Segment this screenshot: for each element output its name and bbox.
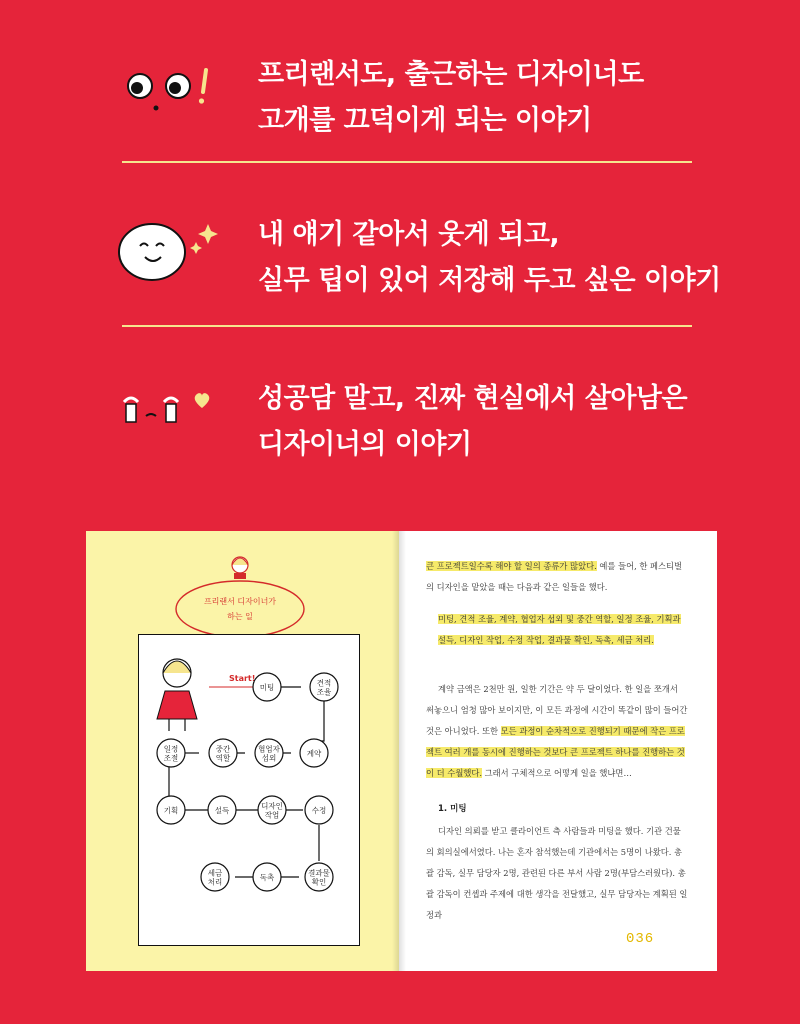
wide-eyes-icon [118,62,218,122]
start-label: Start! [229,674,256,683]
flow-node-label: 계약 [306,749,322,758]
flow-node-label: 세금 [207,868,223,878]
flow-node-label: 독촉 [259,873,275,882]
paragraph-4 [426,821,688,926]
divider [122,325,692,327]
flow-node-label: 처리 [207,877,223,887]
feature-line: 내 얘기 같아서 웃게 되고, [258,219,560,250]
body-text: 디자인 의뢰를 받고 클라이언트 측 사람들과 미팅을 했다. 기관 건물의 회의실에서였다. 나는 혼자 참석했는데 기관에서는 5명이 나왔다. 총괄 감독, 실무 담당자 2명, 관련된 다른 부서 사람 2명(부담스러웠다). 총괄 감독이 컨셉과 주제에 대한 생각을 전달했고, 실무 담당자는 계획된 일정과 [426,826,688,920]
bubble-title-line: 프리랜서 디자이너가 [203,597,277,606]
divider [122,161,692,163]
flow-node-label: 견적 [316,678,332,688]
feature-row-2 [0,212,800,312]
feature-text-3 [258,376,687,468]
flow-node-label: 수정 [311,806,327,815]
flow-node-label: 일정 [163,744,179,754]
feature-line: 디자이너의 이야기 [258,429,472,460]
body-text: 그래서 구체적으로 어떻게 일을 했냐면… [482,768,632,778]
paragraph-3 [426,679,688,784]
workflow-drawing [139,635,361,947]
feature-row-3 [0,376,800,476]
crying-face-icon [116,382,220,432]
feature-line: 성공담 말고, 진짜 현실에서 살아남은 [258,383,688,414]
body-text: 계약 금액은 2천만 원, 일한 기간은 약 두 달이었다. 한 일을 쪼개서 써놓으니 엄청 많아 보이지만, 이 모든 과정에 시간이 똑같이 많이 들어간 것은 아니었다. 또한 [426,684,688,736]
feature-row-1 [0,52,800,152]
book-fold [392,531,406,971]
page-number: 036 [626,931,655,947]
highlighted-text: 모든 과정이 순차적으로 진행되기 때문에 작은 프로젝트 여러 개를 동시에 진행하는 것보다 큰 프로젝트 하나를 진행하는 것이 더 수월했다. [426,726,685,778]
section-heading: 1. 미팅 [438,804,467,814]
feature-line: 고개를 끄덕이게 되는 이야기 [258,105,592,136]
feature-text-1 [258,52,644,144]
bubble-title [186,596,294,622]
flow-node-label: 결과물 [308,868,330,878]
flow-node-label: 미팅 [259,683,275,692]
highlighted-text: 미팅, 견적 조율, 계약, 협업자 섭외 및 중간 역할, 일정 조율, 기획과 설득, 디자인 작업, 수정 작업, 결과물 확인, 독촉, 세금 처리. [438,614,681,645]
workflow-flowchart [138,634,360,946]
flow-node-label: 중간 [215,744,231,754]
girl-illustration-icon [157,659,197,731]
feature-line: 프리랜서도, 출근하는 디자이너도 [258,59,644,90]
flow-node-label: 작업 [264,810,280,820]
paragraph-1 [426,556,688,598]
highlighted-text: 큰 프로젝트일수록 해야 할 일의 종류가 많았다. [426,561,597,571]
flow-node-label: 섭외 [261,753,277,763]
paragraph-2 [438,609,686,651]
flow-node-label: 기획 [163,806,179,815]
flow-node-label: 협업자 [258,744,280,754]
flow-node-label: 디자인 [261,801,283,811]
flow-node-label: 확인 [311,877,327,887]
flow-node-label: 조율 [316,687,332,697]
feature-text-2 [258,212,721,304]
body-text: 예를 들어, 한 페스티벌의 디자인을 맡았을 때는 다음과 같은 일들을 했다. [426,561,683,592]
flow-node-label: 조절 [163,753,179,763]
flow-node-label: 역할 [215,753,231,763]
feature-line: 실무 팁이 있어 저장해 두고 싶은 이야기 [258,265,721,296]
book-page-left [86,531,399,971]
smiling-face-icon [112,214,230,284]
bubble-title-line: 하는 일 [227,612,253,621]
book-spread [86,531,717,971]
flow-node-label: 설득 [214,806,230,815]
